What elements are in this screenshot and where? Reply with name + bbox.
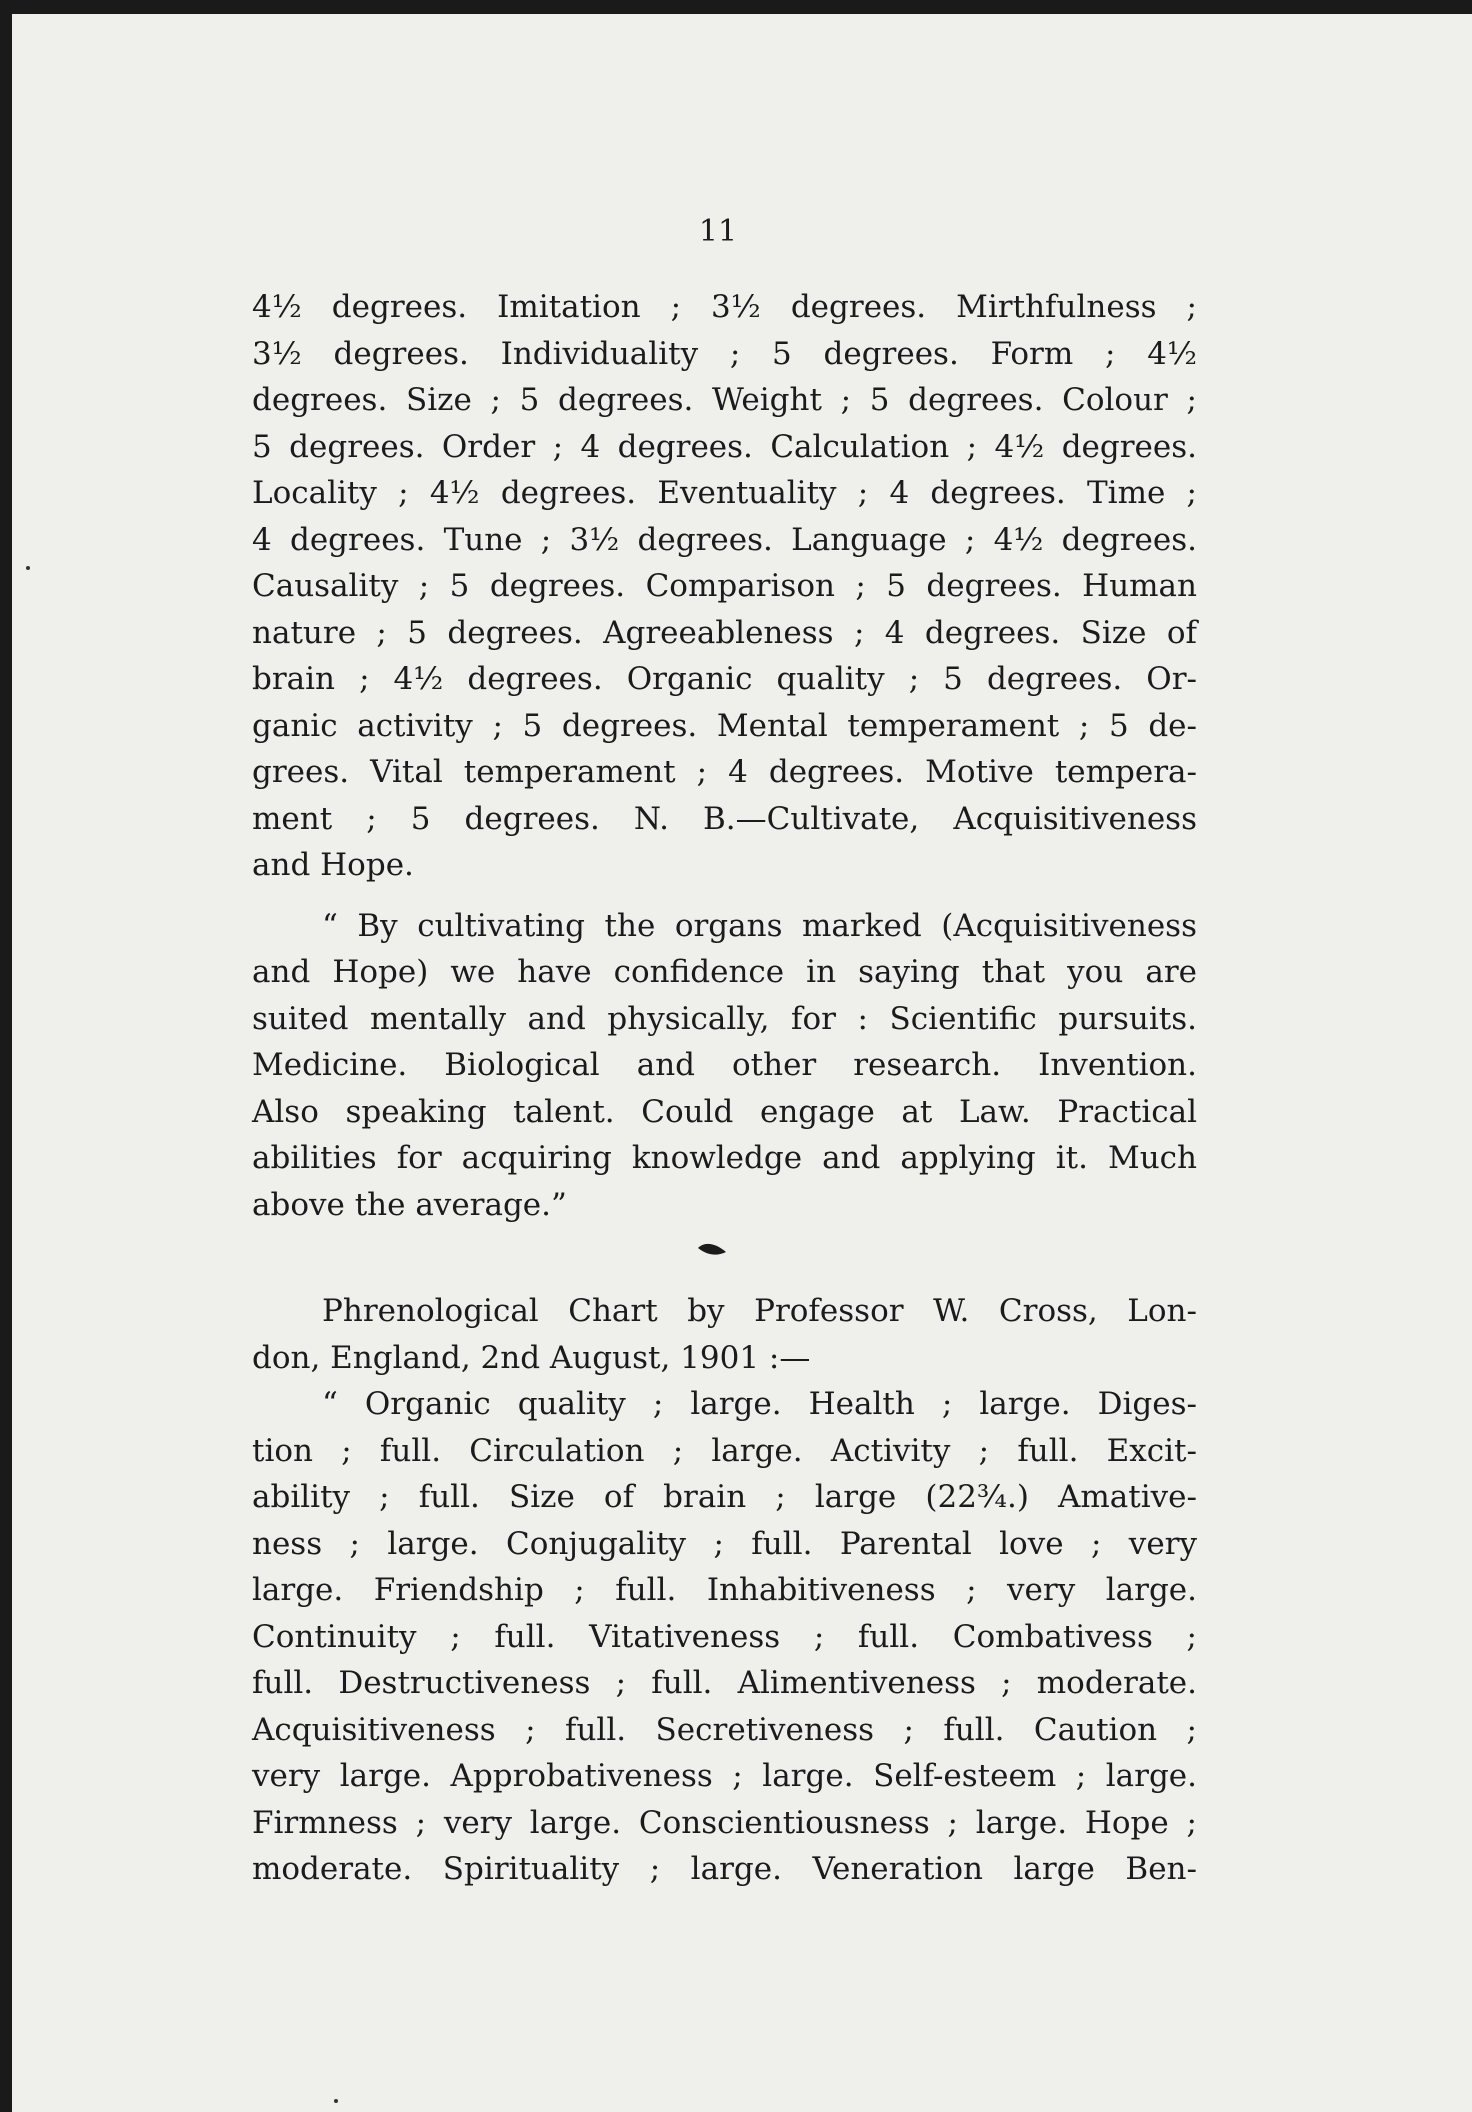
scan-speck: [26, 566, 30, 570]
text-line: and Hope) we have confidence in saying that you are: [252, 954, 1197, 990]
text-line: Locality ; 4½ degrees. Eventuality ; 4 degrees. Time ;: [252, 475, 1197, 511]
text-line: Acquisitiveness ; full. Secretiveness ; full. Caution ;: [252, 1711, 1197, 1748]
text-line: nature ; 5 degrees. Agreeableness ; 4 degrees. Size of: [252, 614, 1197, 651]
page-number: 11: [698, 214, 738, 249]
text-line: ganic activity ; 5 degrees. Mental temperament ; 5 de-: [252, 707, 1197, 744]
text-line: brain ; 4½ degrees. Organic quality ; 5 degrees. Or-: [252, 661, 1197, 697]
text-line: above the average.”: [252, 1186, 567, 1223]
text-line: Firmness ; very large. Conscientiousness ; large. Hope ;: [252, 1804, 1197, 1841]
text-line: Medicine. Biological and other research. Invention.: [252, 1047, 1197, 1083]
text-line: Causality ; 5 degrees. Comparison ; 5 degrees. Human: [252, 568, 1197, 604]
leaf-ornament-icon: [696, 1240, 728, 1260]
text-line: degrees. Size ; 5 degrees. Weight ; 5 degrees. Colour ;: [252, 382, 1197, 418]
scan-speck: [334, 2099, 338, 2103]
text-line: 3½ degrees. Individuality ; 5 degrees. Form ; 4½: [252, 335, 1197, 372]
page-text: [252, 284, 1197, 1893]
text-line: ment ; 5 degrees. N. B.—Cultivate, Acquisitiveness: [252, 800, 1197, 837]
paragraph-degrees: [252, 284, 1197, 889]
text-line: large. Friendship ; full. Inhabitiveness ; very large.: [252, 1572, 1197, 1608]
text-line: very large. Approbativeness ; large. Self-esteem ; large.: [252, 1758, 1197, 1794]
text-line: Phrenological Chart by Professor W. Cross, Lon-: [322, 1293, 1197, 1329]
paragraph-chart-readings: [252, 1381, 1197, 1893]
text-line: 4 degrees. Tune ; 3½ degrees. Language ; 4½ degrees.: [252, 521, 1197, 558]
text-line: and Hope.: [252, 847, 414, 883]
text-line: abilities for acquiring knowledge and applying it. Much: [252, 1140, 1197, 1176]
text-line: “ By cultivating the organs marked (Acquisitiveness: [322, 907, 1197, 944]
text-line: 5 degrees. Order ; 4 degrees. Calculation ; 4½ degrees.: [252, 428, 1197, 465]
text-line: “ Organic quality ; large. Health ; large. Diges-: [322, 1386, 1197, 1422]
paragraph-chart-heading: [252, 1288, 1197, 1381]
text-line: ness ; large. Conjugality ; full. Parental love ; very: [252, 1525, 1197, 1562]
paragraph-quotation: [252, 903, 1197, 1229]
text-line: 4½ degrees. Imitation ; 3½ degrees. Mirthfulness ;: [252, 289, 1197, 325]
text-line: full. Destructiveness ; full. Alimentiveness ; moderate.: [252, 1665, 1197, 1701]
ornament-divider: [252, 1228, 1197, 1288]
text-line: grees. Vital temperament ; 4 degrees. Motive tempera-: [252, 754, 1197, 790]
text-line: ability ; full. Size of brain ; large (22¾.) Amative-: [252, 1479, 1197, 1515]
text-line: tion ; full. Circulation ; large. Activity ; full. Excit-: [252, 1432, 1197, 1469]
text-line: don, England, 2nd August, 1901 :—: [252, 1339, 811, 1376]
text-line: suited mentally and physically, for : Scientific pursuits.: [252, 1000, 1197, 1037]
text-line: Also speaking talent. Could engage at Law. Practical: [252, 1093, 1197, 1130]
text-line: moderate. Spirituality ; large. Veneration large Ben-: [252, 1851, 1197, 1887]
book-page: [12, 14, 1472, 2112]
text-line: Continuity ; full. Vitativeness ; full. Combativess ;: [252, 1618, 1197, 1655]
